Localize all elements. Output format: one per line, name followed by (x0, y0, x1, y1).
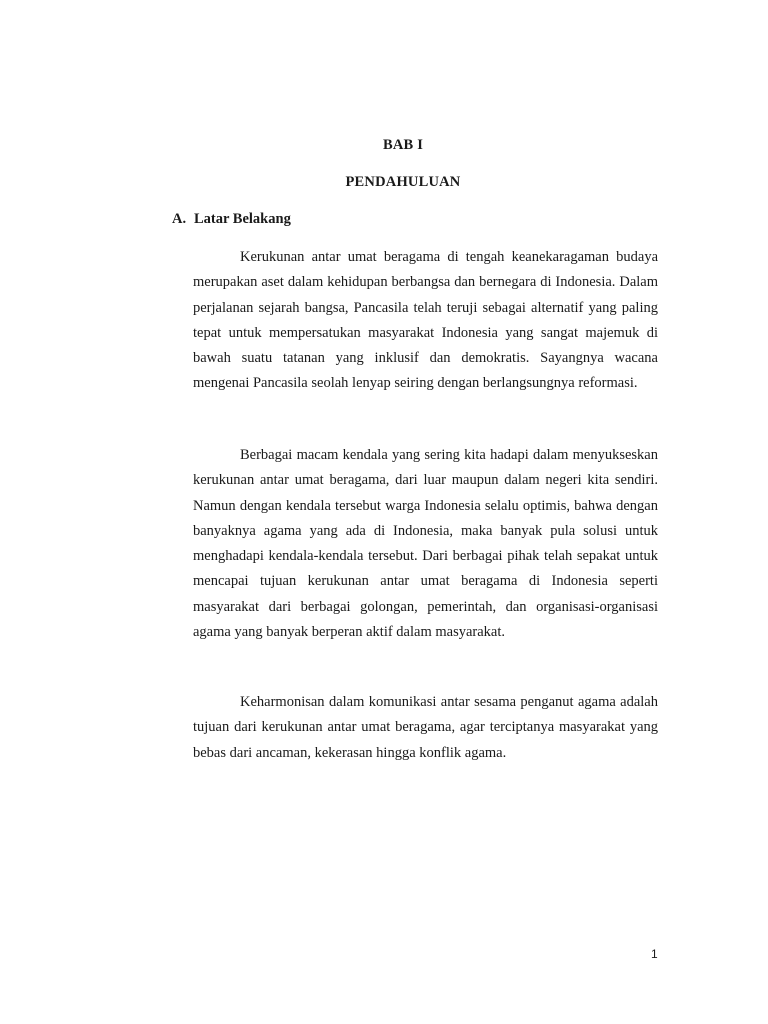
paragraph-1: Kerukunan antar umat beragama di tengah keanekaragaman budaya merupakan aset dalam kehidupan berbangsa dan bernegara di Indonesia. Dalam perjalanan sejarah bangsa, Pancasila telah teruji sebagai alternatif yang paling tepat untuk mempersatukan masyarakat Indonesia yang sangat majemuk di bawah suatu tatanan yang inklusif dan demokratis. Sayangnya wacana mengenai Pancasila seolah lenyap seiring dengan berlangsungnya reformasi. (193, 249, 658, 392)
paragraph-2: Berbagai macam kendala yang sering kita hadapi dalam menyukseskan kerukunan antar umat beragama, dari luar maupun dalam negeri kita sendiri. Namun dengan kendala tersebut warga Indonesia selalu optimis, bahwa dengan banyaknya agama yang ada di Indonesia, maka banyak pula solusi untuk menghadapi kendala-kendala tersebut. Dari berbagai pihak telah sepakat untuk mencapai tujuan kerukunan antar umat beragama di Indonesia seperti masyarakat dari berbagai golongan, pemerintah, dan organisasi-organisasi agama yang banyak berperan aktif dalam masyarakat. (193, 447, 658, 641)
section-marker: A. (172, 211, 187, 227)
chapter-title: PENDAHULUAN (345, 174, 461, 190)
page-number: 1 (651, 947, 658, 961)
paragraph-3: Keharmonisan dalam komunikasi antar sesama penganut agama adalah tujuan dari kerukunan antar umat beragama, agar terciptanya masyarakat yang bebas dari ancaman, kekerasan hingga konflik agama. (193, 694, 658, 761)
section-heading (172, 211, 291, 228)
section-title: Latar Belakang (194, 211, 291, 227)
chapter-number: BAB I (382, 137, 424, 153)
